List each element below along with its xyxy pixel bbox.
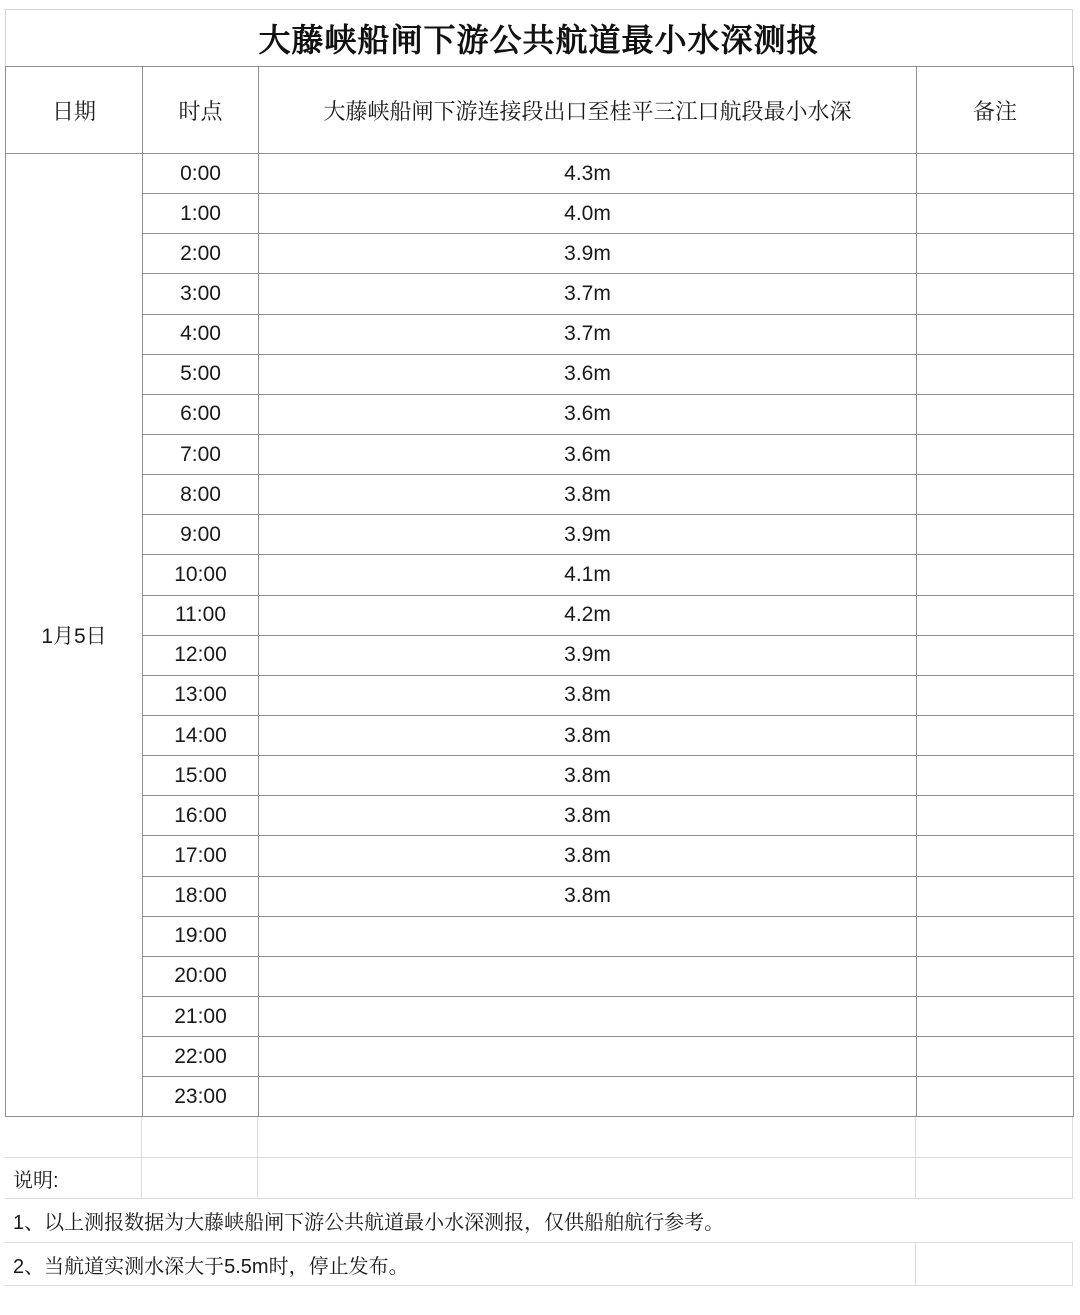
time-cell: 18:00 (143, 876, 259, 916)
depth-cell: 3.8m (259, 876, 917, 916)
spacer-cell (142, 1117, 258, 1157)
time-cell: 21:00 (143, 996, 259, 1036)
remark-cell (917, 715, 1074, 755)
remark-cell (917, 354, 1074, 394)
remark-cell (917, 956, 1074, 996)
time-cell: 20:00 (143, 956, 259, 996)
remark-cell (917, 434, 1074, 474)
time-cell: 15:00 (143, 756, 259, 796)
time-cell: 6:00 (143, 394, 259, 434)
depth-cell: 4.1m (259, 555, 917, 595)
remark-cell (917, 274, 1074, 314)
time-cell: 22:00 (143, 1037, 259, 1077)
depth-cell: 3.8m (259, 475, 917, 515)
remark-cell (917, 756, 1074, 796)
report-title: 大藤峡船闸下游公共航道最小水深测报 (258, 22, 820, 58)
depth-cell: 3.7m (259, 274, 917, 314)
depth-cell: 3.8m (259, 675, 917, 715)
header-row (6, 67, 1074, 154)
remark-cell (917, 675, 1074, 715)
remark-cell (917, 996, 1074, 1036)
time-cell: 1:00 (143, 194, 259, 234)
table-row (6, 354, 1074, 394)
table-row (6, 635, 1074, 675)
col-header-date: 日期 (6, 67, 143, 154)
remark-cell (917, 1037, 1074, 1077)
remark-cell (917, 635, 1074, 675)
depth-cell: 3.6m (259, 354, 917, 394)
note-2-text: 2、当航道实测水深大于5.5m时，停止发布。 (5, 1243, 916, 1285)
depth-cell: 3.6m (259, 394, 917, 434)
depth-cell: 3.9m (259, 234, 917, 274)
remark-cell (917, 876, 1074, 916)
remark-cell (917, 194, 1074, 234)
remark-cell (917, 555, 1074, 595)
time-cell: 13:00 (143, 675, 259, 715)
time-cell: 16:00 (143, 796, 259, 836)
remark-cell (917, 475, 1074, 515)
time-cell: 8:00 (143, 475, 259, 515)
table-row (6, 154, 1074, 194)
remark-cell (917, 154, 1074, 194)
spacer-cell (258, 1117, 916, 1157)
depth-cell: 3.8m (259, 796, 917, 836)
table-row (6, 394, 1074, 434)
depth-cell (259, 916, 917, 956)
remark-cell (917, 595, 1074, 635)
time-cell: 3:00 (143, 274, 259, 314)
date-cell: 1月5日 (6, 154, 143, 1117)
time-cell: 14:00 (143, 715, 259, 755)
table-row (6, 796, 1074, 836)
time-cell: 17:00 (143, 836, 259, 876)
spacer-cell (916, 1243, 1073, 1285)
table-row (6, 515, 1074, 555)
depth-cell: 3.8m (259, 836, 917, 876)
table-row (6, 555, 1074, 595)
time-cell: 23:00 (143, 1077, 259, 1117)
remark-cell (917, 515, 1074, 555)
notes-section (5, 1117, 1073, 1286)
table-row (6, 876, 1074, 916)
depth-cell: 4.2m (259, 595, 917, 635)
depth-cell: 3.9m (259, 635, 917, 675)
table-row (6, 916, 1074, 956)
depth-cell: 3.6m (259, 434, 917, 474)
remark-cell (917, 234, 1074, 274)
remark-cell (917, 836, 1074, 876)
report-title-block (5, 9, 1073, 66)
table-row (6, 675, 1074, 715)
table-row (6, 996, 1074, 1036)
notes-label-row (5, 1158, 1073, 1199)
table-row (6, 1077, 1074, 1117)
spacer-cell (258, 1158, 916, 1198)
time-cell: 12:00 (143, 635, 259, 675)
col-header-depth: 大藤峡船闸下游连接段出口至桂平三江口航段最小水深 (259, 67, 917, 154)
time-cell: 11:00 (143, 595, 259, 635)
depth-cell (259, 1037, 917, 1077)
remark-cell (917, 394, 1074, 434)
remark-cell (917, 916, 1074, 956)
notes-label: 说明: (5, 1158, 142, 1198)
spacer-cell (142, 1158, 258, 1198)
time-cell: 9:00 (143, 515, 259, 555)
time-cell: 7:00 (143, 434, 259, 474)
remark-cell (917, 1077, 1074, 1117)
table-row (6, 836, 1074, 876)
col-header-time: 时点 (143, 67, 259, 154)
depth-cell (259, 956, 917, 996)
depth-cell: 3.7m (259, 314, 917, 354)
table-row (6, 314, 1074, 354)
table-row (6, 756, 1074, 796)
report-sheet (5, 9, 1073, 1286)
remark-cell (917, 796, 1074, 836)
note-row-2 (5, 1243, 1073, 1286)
table-row (6, 194, 1074, 234)
spacer-cell (5, 1117, 142, 1157)
time-cell: 2:00 (143, 234, 259, 274)
depth-table (5, 66, 1074, 1117)
time-cell: 4:00 (143, 314, 259, 354)
depth-cell: 3.9m (259, 515, 917, 555)
time-cell: 19:00 (143, 916, 259, 956)
depth-cell: 3.8m (259, 756, 917, 796)
spacer-row (5, 1117, 1073, 1158)
table-row (6, 475, 1074, 515)
time-cell: 5:00 (143, 354, 259, 394)
depth-cell: 3.8m (259, 715, 917, 755)
table-row (6, 434, 1074, 474)
spacer-cell (916, 1158, 1073, 1198)
note-row-1 (5, 1199, 1073, 1243)
time-cell: 0:00 (143, 154, 259, 194)
table-row (6, 1037, 1074, 1077)
note-1-text: 1、以上测报数据为大藤峡船闸下游公共航道最小水深测报，仅供船舶航行参考。 (13, 1212, 725, 1235)
depth-cell: 4.3m (259, 154, 917, 194)
time-cell: 10:00 (143, 555, 259, 595)
depth-cell (259, 996, 917, 1036)
table-row (6, 274, 1074, 314)
table-row (6, 956, 1074, 996)
table-row (6, 234, 1074, 274)
table-row (6, 715, 1074, 755)
depth-cell (259, 1077, 917, 1117)
table-row (6, 595, 1074, 635)
spacer-cell (916, 1117, 1073, 1157)
col-header-remark: 备注 (917, 67, 1074, 154)
remark-cell (917, 314, 1074, 354)
depth-cell: 4.0m (259, 194, 917, 234)
